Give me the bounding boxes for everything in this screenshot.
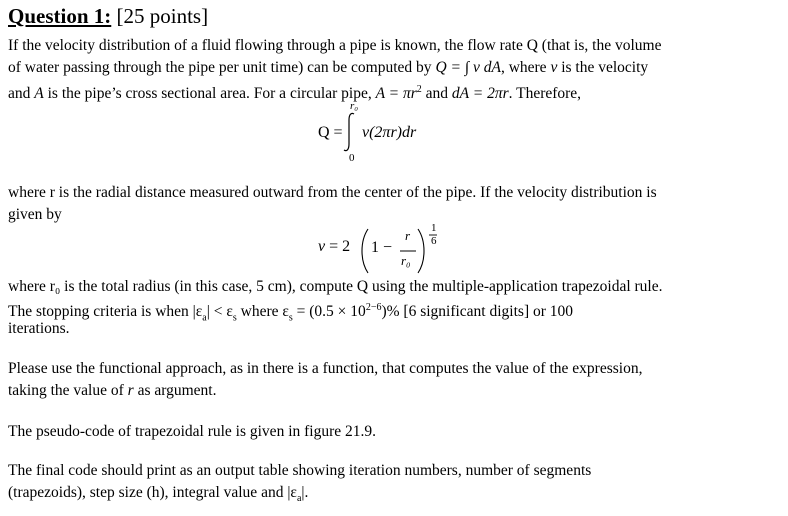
eq2-numerator: r bbox=[405, 228, 411, 243]
para6-line1: The final code should print as an output table showing iteration numbers, number of segments bbox=[8, 462, 592, 479]
eq2-exponent-num: 1 bbox=[431, 222, 437, 234]
eq1-upper-limit: r₀ bbox=[350, 100, 359, 112]
para3-line1: where r₀ is the total radius (in this case, 5 cm), compute Q using the multiple-application trapezoidal rule. bbox=[8, 278, 663, 295]
para4-line1: Please use the functional approach, as in there is a function, that computes the value of the expression, bbox=[8, 360, 643, 377]
eq1-lhs: Q = bbox=[318, 124, 343, 141]
para1-line2: of water passing through the pipe per unit time) can be computed by Q = ∫ v dA, where v is the velocity bbox=[8, 59, 649, 76]
para6-line2: (trapezoids), step size (h), integral value and $|\varepsilon_a|$. bbox=[8, 484, 309, 505]
para4-line2: taking the value of r as argument. bbox=[8, 382, 217, 399]
eq1-integrand: v(2πr)dr bbox=[362, 124, 417, 141]
para5-line1: The pseudo-code of trapezoidal rule is given in figure 21.9. bbox=[8, 423, 377, 440]
question-title bbox=[8, 4, 208, 29]
eq2-one-minus: 1 − bbox=[371, 239, 393, 256]
eq2-denominator: r₀ bbox=[401, 253, 411, 268]
para2-line2: given by bbox=[8, 206, 62, 223]
integral-sign bbox=[343, 112, 357, 152]
eq2-lhs: v = 2 bbox=[318, 238, 351, 255]
question-points: [25 points] bbox=[116, 4, 209, 28]
eq2-exponent-den: 6 bbox=[431, 235, 437, 247]
para1-line3: and A is the pipe’s cross sectional area. For a circular pipe, $A = \pi r^2$ and dA = 2πr. Therefore, bbox=[8, 84, 582, 103]
area-formula: A = πr bbox=[375, 85, 417, 103]
para2-line1: where r is the radial distance measured outward from the center of the pipe. If the velocity distribution is bbox=[8, 184, 657, 201]
para3-line3: iterations. bbox=[8, 320, 70, 337]
darea-formula: dA = 2πr bbox=[451, 85, 509, 103]
para1-line1: If the velocity distribution of a fluid flowing through a pipe is known, the flow rate Q (that is, the volume bbox=[8, 37, 662, 54]
flow-formula: Q = ∫ v dA bbox=[435, 59, 501, 76]
eq1-lower-limit: 0 bbox=[349, 152, 355, 164]
question-number: Question 1: bbox=[8, 4, 112, 28]
para3-line2: The stopping criteria is when $|\varepsilon_a| < \varepsilon_s$ where $\varepsilon_s = (0.5 \times 10^{2-6})\%$ [6 significant digits] or 100 bbox=[8, 302, 574, 324]
